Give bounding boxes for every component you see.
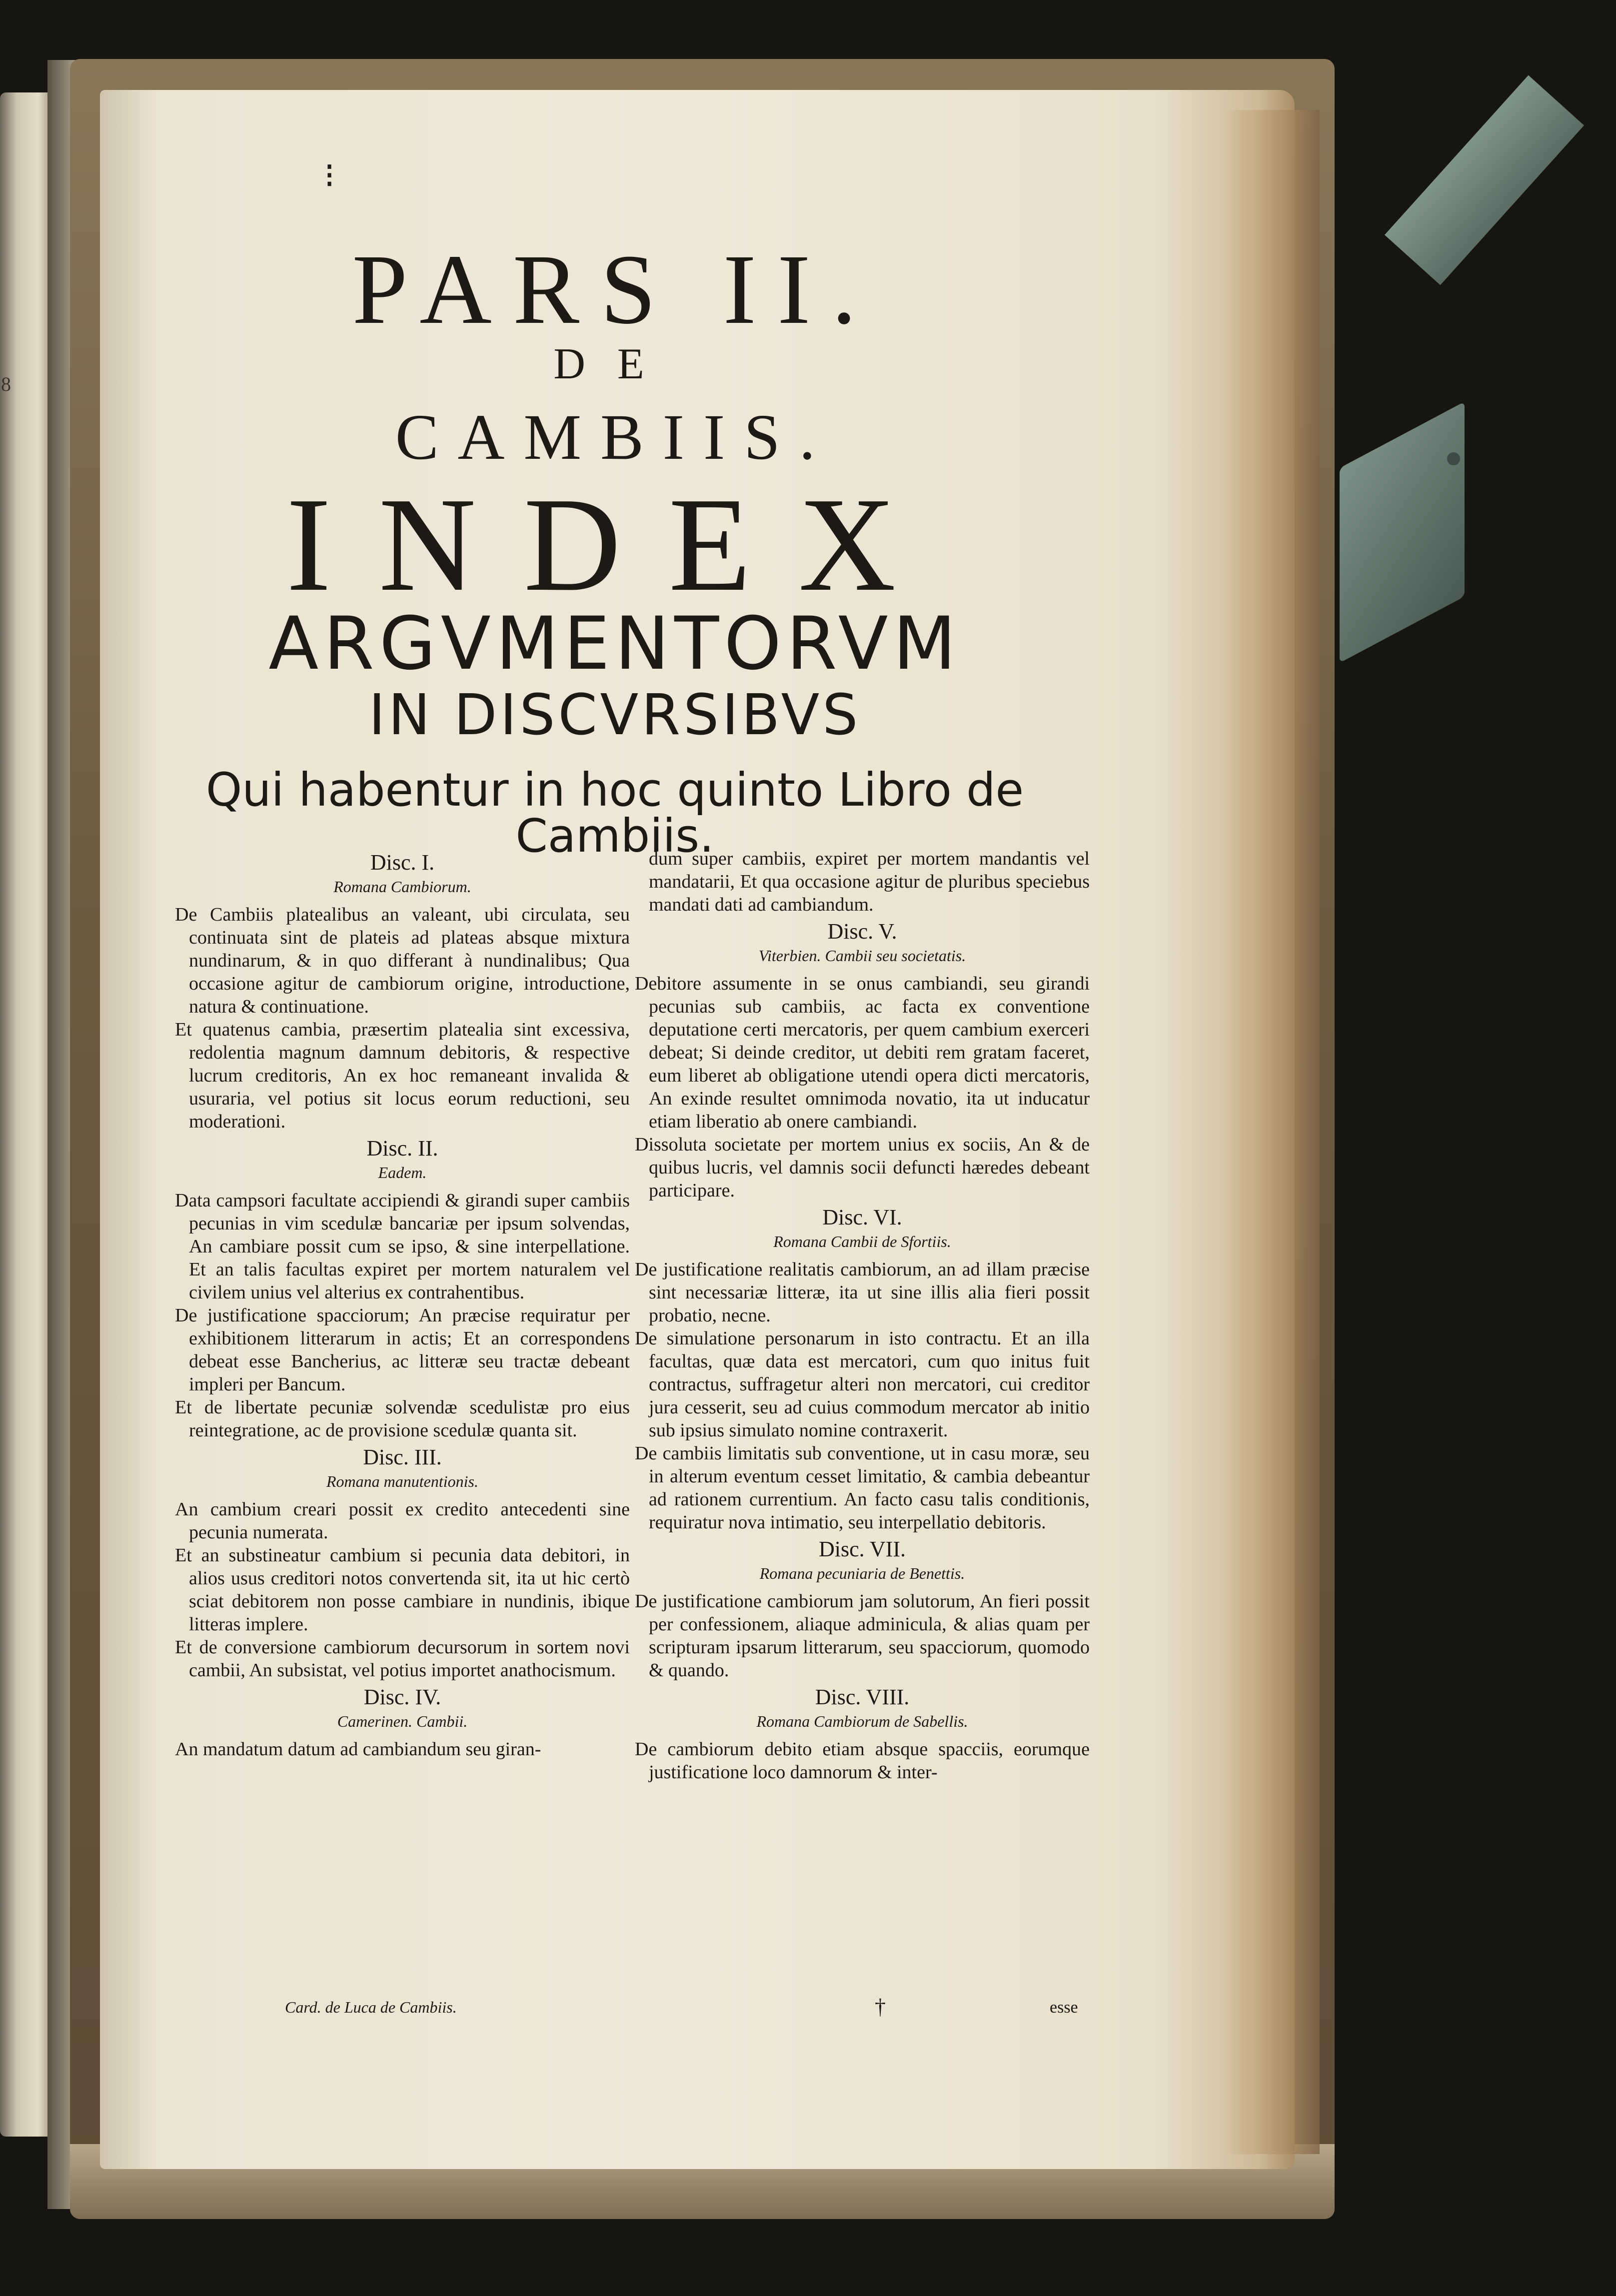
disc-subheading: Romana manutentionis. (326, 1472, 478, 1490)
disc-heading: Disc. III. (363, 1445, 442, 1469)
clasp-strap (1385, 75, 1584, 285)
disc-paragraph: An mandatum datum ad cambiandum seu giran- (175, 1739, 541, 1760)
title-in-discursibus: IN DISCVRSIBVS (368, 683, 861, 748)
disc-heading: Disc. II. (366, 1136, 438, 1160)
disc-paragraph: De cambiorum debito etiam absque spacciis, eorumque justificatione loco damnorum & inter- (635, 1739, 1090, 1783)
disc-subheading: Viterbien. Cambii seu societatis. (758, 947, 966, 965)
right-column (635, 847, 1090, 1784)
running-footer: Card. de Luca de Cambiis. (285, 1998, 457, 2016)
disc-paragraph: Debitore assumente in se onus cambiandi, seu girandi pecunias sub cambiis, ac facta ex conventione deputatione certi mercatoris, per quem cambium exerceri debeat; Si deinde creditor, ut debiti rem gratam faceret, eum liberet ab obligatione utendi opera dicti mercatoris, An exinde resultet omnimoda novatio, ita ut inducatur etiam liberatio ab onere cambiandi. (635, 973, 1090, 1132)
catchword: esse (1050, 1998, 1078, 2017)
disc-heading: Disc. IV. (363, 1685, 441, 1709)
disc-paragraph: Data campsori facultate accipiendi & girandi super cambiis pecunias in vim scedulæ bancariæ per ipsum solvendas, An cambiare possit cum se ipso, & sine interpellatione. Et an talis facultas expiret per mortem naturalem vel civilem unius vel alterius ex contrahentibus. (175, 1190, 630, 1303)
clasp-rivet-icon (1447, 452, 1460, 465)
disc-heading: Disc. VI. (822, 1205, 902, 1229)
disc-subheading: Romana Cambiorum. (333, 878, 471, 896)
disc-paragraph-continued: dum super cambiis, expiret per mortem mandantis vel mandatarii, Et qua occasione agitur de pluribus speciebus mandati dati ad cambiandum. (649, 848, 1090, 915)
disc-heading: Disc. VII. (819, 1537, 906, 1561)
disc-paragraph: De simulatione personarum in isto contractu. Et an illa facultas, quæ data est mercatori, cum quo initus fuit contractus, suffragetur alteri non mercatori, cui creditor jura cesserit, seu ad cuius commodum mercator ab initio sub ipsius simulato nomine contraxerit. (635, 1328, 1090, 1441)
title-de: DE (553, 340, 676, 388)
disc-paragraph: An cambium creari possit ex credito antecedenti sine pecunia numerata. (175, 1499, 630, 1543)
title-subtitle: Qui habentur in hoc quinto Libro de Cambiis. (205, 763, 1024, 863)
disc-heading: Disc. I. (370, 850, 435, 875)
metal-clasp (1340, 402, 1465, 663)
disc-paragraph: Et de libertate pecuniæ solvendæ scedulistæ pro eius reintegratione, ac de provisione scedulæ quanta sit. (175, 1397, 630, 1441)
disc-paragraph: De cambiis limitatis sub conventione, ut in casu moræ, seu in alterum eventum cesset limitatio, & cambia debeantur ad rationem currentium. An facto casu talis conditionis, requiratur nova intimatio, seu interpellatio debitoris. (635, 1443, 1090, 1533)
disc-subheading: Romana pecuniaria de Benettis. (759, 1564, 965, 1582)
left-page-number: 8 (1, 373, 11, 395)
title-argumentorum: ARGVMENTORVM (268, 601, 961, 686)
disc-paragraph: Et de conversione cambiorum decursorum in sortem novi cambii, An subsistat, vel potius importet anathocismum. (175, 1637, 630, 1681)
disc-paragraph: De justificatione spacciorum; An præcise requiratur per exhibitionem litterarum in actis; Et an correspondens debeat esse Bancherius, ac litteræ seu tractæ debeant impleri per Bancum. (175, 1305, 630, 1395)
disc-paragraph: De justificatione cambiorum jam solutorum, An fieri possit per confessionem, aliaque adminicula, & alias quam per scripturam ipsarum litterarum, seu spacciorum, quomodo & quando. (635, 1591, 1090, 1681)
disc-subheading: Romana Cambii de Sfortiis. (773, 1232, 951, 1250)
left-page-edge (0, 92, 47, 2137)
disc-paragraph: De Cambiis platealibus an valeant, ubi circulata, seu continuata sint de plateis ad plateas absque mixtura nundinarum, & in quo differant à nundinalibus; Qua occasione agitur de cambiorum origine, introductione, natura & continuatione. (175, 904, 630, 1017)
left-column (175, 847, 630, 1761)
disc-subheading: Romana Cambiorum de Sabellis. (756, 1712, 968, 1730)
disc-paragraph: Et an substineatur cambium si pecunia data debitori, in alios usus creditori notos convertenda sit, ita ut hic certò sciat debitorem non posse cambiare in nundinis, ibique litteras implere. (175, 1545, 630, 1635)
ornament-mark: ⁝ (324, 157, 335, 195)
disc-paragraph: Et quatenus cambia, præsertim platealia sint excessiva, redolentia magnum damnum debitoris, & respective lucrum creditoris, An ex hoc remaneant invalida & usuraria, vel potius sit locus eorum reductioni, seu moderationi. (175, 1019, 630, 1132)
disc-paragraph: De justificatione realitatis cambiorum, an ad illam præcise sint necessariæ litteræ, ita ut sine illis alia fieri possit probatio, necne. (635, 1259, 1090, 1326)
disc-heading: Disc. V. (827, 919, 897, 944)
disc-paragraph: Dissoluta societate per mortem unius ex sociis, An & de quibus lucris, vel damnis socii defuncti hæredes debeant participare. (635, 1134, 1090, 1201)
disc-subheading: Camerinen. Cambii. (337, 1712, 468, 1730)
disc-heading: Disc. VIII. (815, 1685, 910, 1709)
disc-subheading: Eadem. (378, 1163, 427, 1181)
page-fore-edge (1225, 110, 1320, 2154)
title-index: INDEX (286, 470, 944, 619)
title-pars: PARS II. (352, 234, 878, 345)
title-cambiis: CAMBIIS. (395, 401, 835, 473)
signature-mark: † (875, 1995, 886, 2019)
